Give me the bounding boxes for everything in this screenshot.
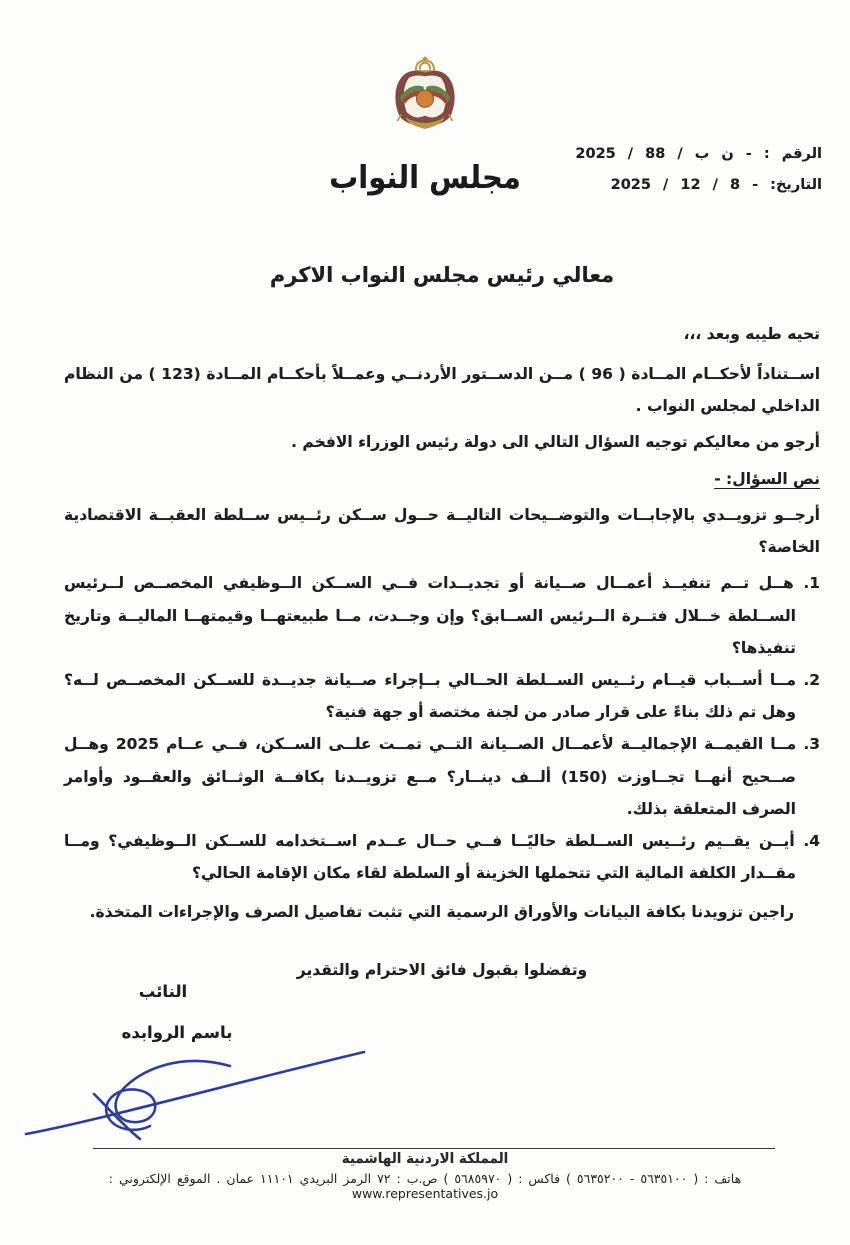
question-text: مــا القيمــة الإجماليــة لأعمــال الصــيانة التــي تمــت علــى الســكن، فــي عــام 2025 وهــل صــحيح أنهــا تجــاوزت (150) ألــف دينــار؟ مــع تزويــدنا بكافــة الوثــائق والعقــود وأوامر الصرف المتعلقة بذلك. — [64, 735, 797, 818]
council-name-calligraphy: مجلس النواب — [329, 158, 521, 196]
reference-block — [575, 146, 822, 208]
salutation-line: وتفضلوا بقبول فائق الاحترام والتقدير — [296, 960, 588, 979]
signer-name: باسم الروابده — [121, 1023, 233, 1042]
handwritten-signature-icon — [20, 1036, 370, 1144]
question-number: 1. — [803, 574, 820, 593]
kingdom-name-calligraphy: المملكة الاردنية الهاشمية — [341, 1150, 509, 1168]
crest-crown — [414, 57, 435, 71]
closing-request-line: راجين تزويدنا بكافة البيانات والأوراق الرسمية التي تثبت تفاصيل الصرف والإجراءات المتخذة. — [89, 902, 794, 921]
question-number: 3. — [803, 735, 820, 754]
crest-globe — [416, 90, 433, 107]
forwarding-request-paragraph: أرجو من معاليكم توجيه السؤال التالي الى دولة رئيس الوزراء الافخم . — [291, 433, 820, 452]
signer-role: النائب — [138, 982, 188, 1001]
reference-number-line: الرقم : - ن ب / 88 / 2025 — [575, 146, 822, 162]
question-text: هــل تــم تنفيــذ أعمــال صــيانة أو تجديــدات فــي الســكن الــوظيفي المخصــص لــرئيس الســلطة خــلال فتــرة الــرئيس الســابق؟ وإن وجــدت، مــا طبيعتهــا وقيمتهــا الماليــة وتاريخ تنفيذها؟ — [64, 574, 796, 657]
question-item — [64, 825, 820, 889]
letter-body — [64, 254, 820, 986]
question-number: 4. — [803, 832, 820, 851]
date-line: التاريخ: - 8 / 12 / 2025 — [610, 177, 822, 193]
footer-contact-line: هاتف : ( ٥٦٣٥١٠٠ - ٥٦٣٥٢٠٠ ) فاكس : ( ٥٦٨٥٩٧٠ ) ص.ب : ٧٢ الرمز البريدي ١١١٠١ عمان . الموقع الإلكتروني : www.representatives.jo — [108, 1171, 742, 1201]
signature-block — [58, 982, 268, 1042]
question-item — [64, 567, 820, 664]
question-text-heading-label: نص السؤال: - — [714, 469, 820, 488]
question-intro-paragraph: أرجــو تزويــدي بالإجابــات والتوضــيحات التاليــة حــول ســكن رئــيس ســلطة العقبــة الاقتصادية الخاصة؟ — [64, 505, 820, 557]
jordan-royal-crest-icon — [385, 54, 465, 150]
question-item — [64, 664, 820, 728]
legal-basis-paragraph: اســتناداً لأحكــام المــادة ( 96 ) مــن الدســتور الأردنــي وعمــلاً بأحكــام المــادة (123 ) من النظام الداخلي لمجلس النواب . — [64, 364, 821, 416]
questions-list — [64, 567, 820, 889]
footer-divider — [93, 1148, 775, 1149]
letter-title: معالي رئيس مجلس النواب الاكرم — [269, 263, 615, 287]
question-item — [64, 728, 820, 825]
question-text: مــا أســباب قيــام رئــيس الســلطة الحــالي بــإجراء صــيانة جديــدة للســكن المخصــص لــه؟ وهل تم ذلك بناءً على قرار صادر من لجنة مختصة أو جهة فنية؟ — [64, 671, 796, 722]
greeting-line: تحيه طيبه وبعد ،،، — [683, 324, 820, 343]
question-text-heading — [64, 463, 820, 495]
question-text: أيــن يقــيم رئــيس الســلطة حاليًــا فــي حــال عــدم اســتخدامه للســكن الــوظيفي؟ ومــا مقــدار الكلفة المالية التي تتحملها الخزينة أو السلطة لقاء مكان الإقامة الحالي؟ — [64, 832, 796, 883]
question-number: 2. — [803, 671, 820, 690]
